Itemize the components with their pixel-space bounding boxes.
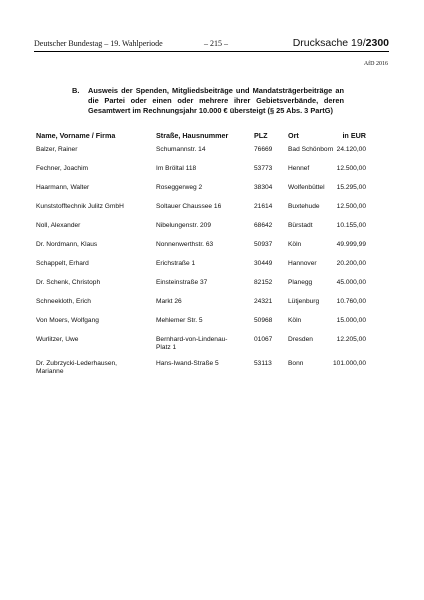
cell-plz: 30449 <box>254 260 273 267</box>
cell-city: Köln <box>288 317 302 324</box>
cell-street: Einsteinstraße 37 <box>156 279 208 286</box>
cell-street: Roseggerweg 2 <box>156 184 203 191</box>
cell-plz: 38304 <box>254 184 273 191</box>
table-row <box>36 165 366 184</box>
cell-street: Nonnenwerthstr. 63 <box>156 241 214 248</box>
cell-street: Im Bröltal 118 <box>156 165 197 172</box>
table-row <box>36 222 366 241</box>
col-header-city: Ort <box>288 131 299 140</box>
cell-city: Hannover <box>288 260 317 267</box>
cell-amount: 10.760,00 <box>336 298 366 305</box>
cell-amount: 12.500,00 <box>336 203 366 210</box>
page-header <box>34 39 389 52</box>
cell-plz: 68642 <box>254 222 273 229</box>
cell-plz: 21614 <box>254 203 273 210</box>
cell-plz: 53113 <box>254 360 272 367</box>
cell-street: Soltauer Chaussee 16 <box>156 203 222 210</box>
cell-plz: 01067 <box>254 336 273 343</box>
table-header-row <box>36 132 366 146</box>
cell-city: Buxtehude <box>288 203 320 210</box>
header-document-number <box>293 37 389 49</box>
doc-label: Drucksache 19/ <box>292 37 366 49</box>
section-letter: B. <box>72 86 80 95</box>
cell-name: Fechner, Joachim <box>36 165 89 172</box>
cell-amount: 12.500,00 <box>336 165 366 172</box>
cell-amount: 20.200,00 <box>336 260 366 267</box>
cell-street: Erichstraße 1 <box>156 260 196 267</box>
cell-city: Hennef <box>288 165 310 172</box>
table-row <box>36 317 366 336</box>
table-row <box>36 241 366 260</box>
cell-plz: 53773 <box>254 165 273 172</box>
table-row <box>36 146 366 165</box>
cell-name: Noll, Alexander <box>36 222 81 229</box>
section-title: Ausweis der Spenden, Mitgliedsbeiträge und Mandatsträgerbeiträge an die Partei oder einen oder mehrere ihrer Gebietsverbände, deren Gesamtwert im Rechnungsjahr 10.000 € übersteigt (§ 25 Abs. 3 PartG) <box>88 86 344 115</box>
cell-name: Dr. Schenk, Christoph <box>36 279 101 286</box>
cell-street: Mehlemer Str. 5 <box>156 317 203 324</box>
cell-amount: 12.205,00 <box>336 336 366 343</box>
col-header-street: Straße, Hausnummer <box>156 131 229 140</box>
cell-name: Dr. Nordmann, Klaus <box>36 241 98 248</box>
cell-name: Schappelt, Erhard <box>36 260 89 267</box>
cell-city: Köln <box>288 241 302 248</box>
table-row <box>36 260 366 279</box>
cell-street: Schumannstr. 14 <box>156 146 206 153</box>
cell-street: Hans-Iwand-Straße 5 <box>156 360 219 367</box>
col-header-amount: in EUR <box>342 131 366 140</box>
cell-street: Bernhard-von-Lindenau-Platz 1 <box>156 336 228 351</box>
table-row <box>36 336 366 360</box>
cell-name: Haarmann, Walter <box>36 184 90 191</box>
col-header-plz: PLZ <box>254 131 268 140</box>
cell-name: Von Moers, Wolfgang <box>36 317 99 324</box>
cell-city: Wolfenbüttel <box>288 184 325 191</box>
cell-name: Wurlitzer, Uwe <box>36 336 79 343</box>
cell-amount: 45.000,00 <box>336 279 366 286</box>
cell-plz: 50937 <box>254 241 273 248</box>
cell-city: Dresden <box>288 336 313 343</box>
cell-city: Planegg <box>288 279 313 286</box>
cell-name: Schneekloth, Erich <box>36 298 91 305</box>
table-row <box>36 203 366 222</box>
cell-amount: 15.295,00 <box>336 184 366 191</box>
cell-city: Bürstadt <box>288 222 313 229</box>
cell-amount: 24.120,00 <box>336 146 366 153</box>
doc-number: 2300 <box>365 37 389 49</box>
header-page-number: – 215 – <box>204 39 228 48</box>
cell-amount: 15.000,00 <box>336 317 366 324</box>
cell-plz: 24321 <box>254 298 273 305</box>
cell-name: Balzer, Rainer <box>36 146 78 153</box>
cell-amount: 10.155,00 <box>336 222 366 229</box>
cell-name: Dr. Zubrzycki-Lederhausen, Marianne <box>36 360 117 375</box>
cell-plz: 82152 <box>254 279 273 286</box>
col-header-name: Name, Vorname / Firma <box>36 131 116 140</box>
cell-plz: 76669 <box>254 146 273 153</box>
cell-plz: 50968 <box>254 317 273 324</box>
cell-street: Markt 26 <box>156 298 182 305</box>
cell-amount: 49.999,99 <box>336 241 366 248</box>
donations-table <box>36 132 366 384</box>
header-publication: Deutscher Bundestag – 19. Wahlperiode <box>34 39 163 48</box>
cell-city: Lütjenburg <box>288 298 320 305</box>
table-row <box>36 360 366 384</box>
table-row <box>36 279 366 298</box>
table-row <box>36 184 366 203</box>
cell-amount: 101.000,00 <box>332 360 366 367</box>
cell-city: Bonn <box>288 360 304 367</box>
cell-street: Nibelungenstr. 209 <box>156 222 211 229</box>
cell-city: Bad Schönborn <box>288 146 334 153</box>
cell-name: Kunststofftechnik Julitz GmbH <box>36 203 124 210</box>
party-code: AfD 2016 <box>363 61 388 67</box>
table-row <box>36 298 366 317</box>
